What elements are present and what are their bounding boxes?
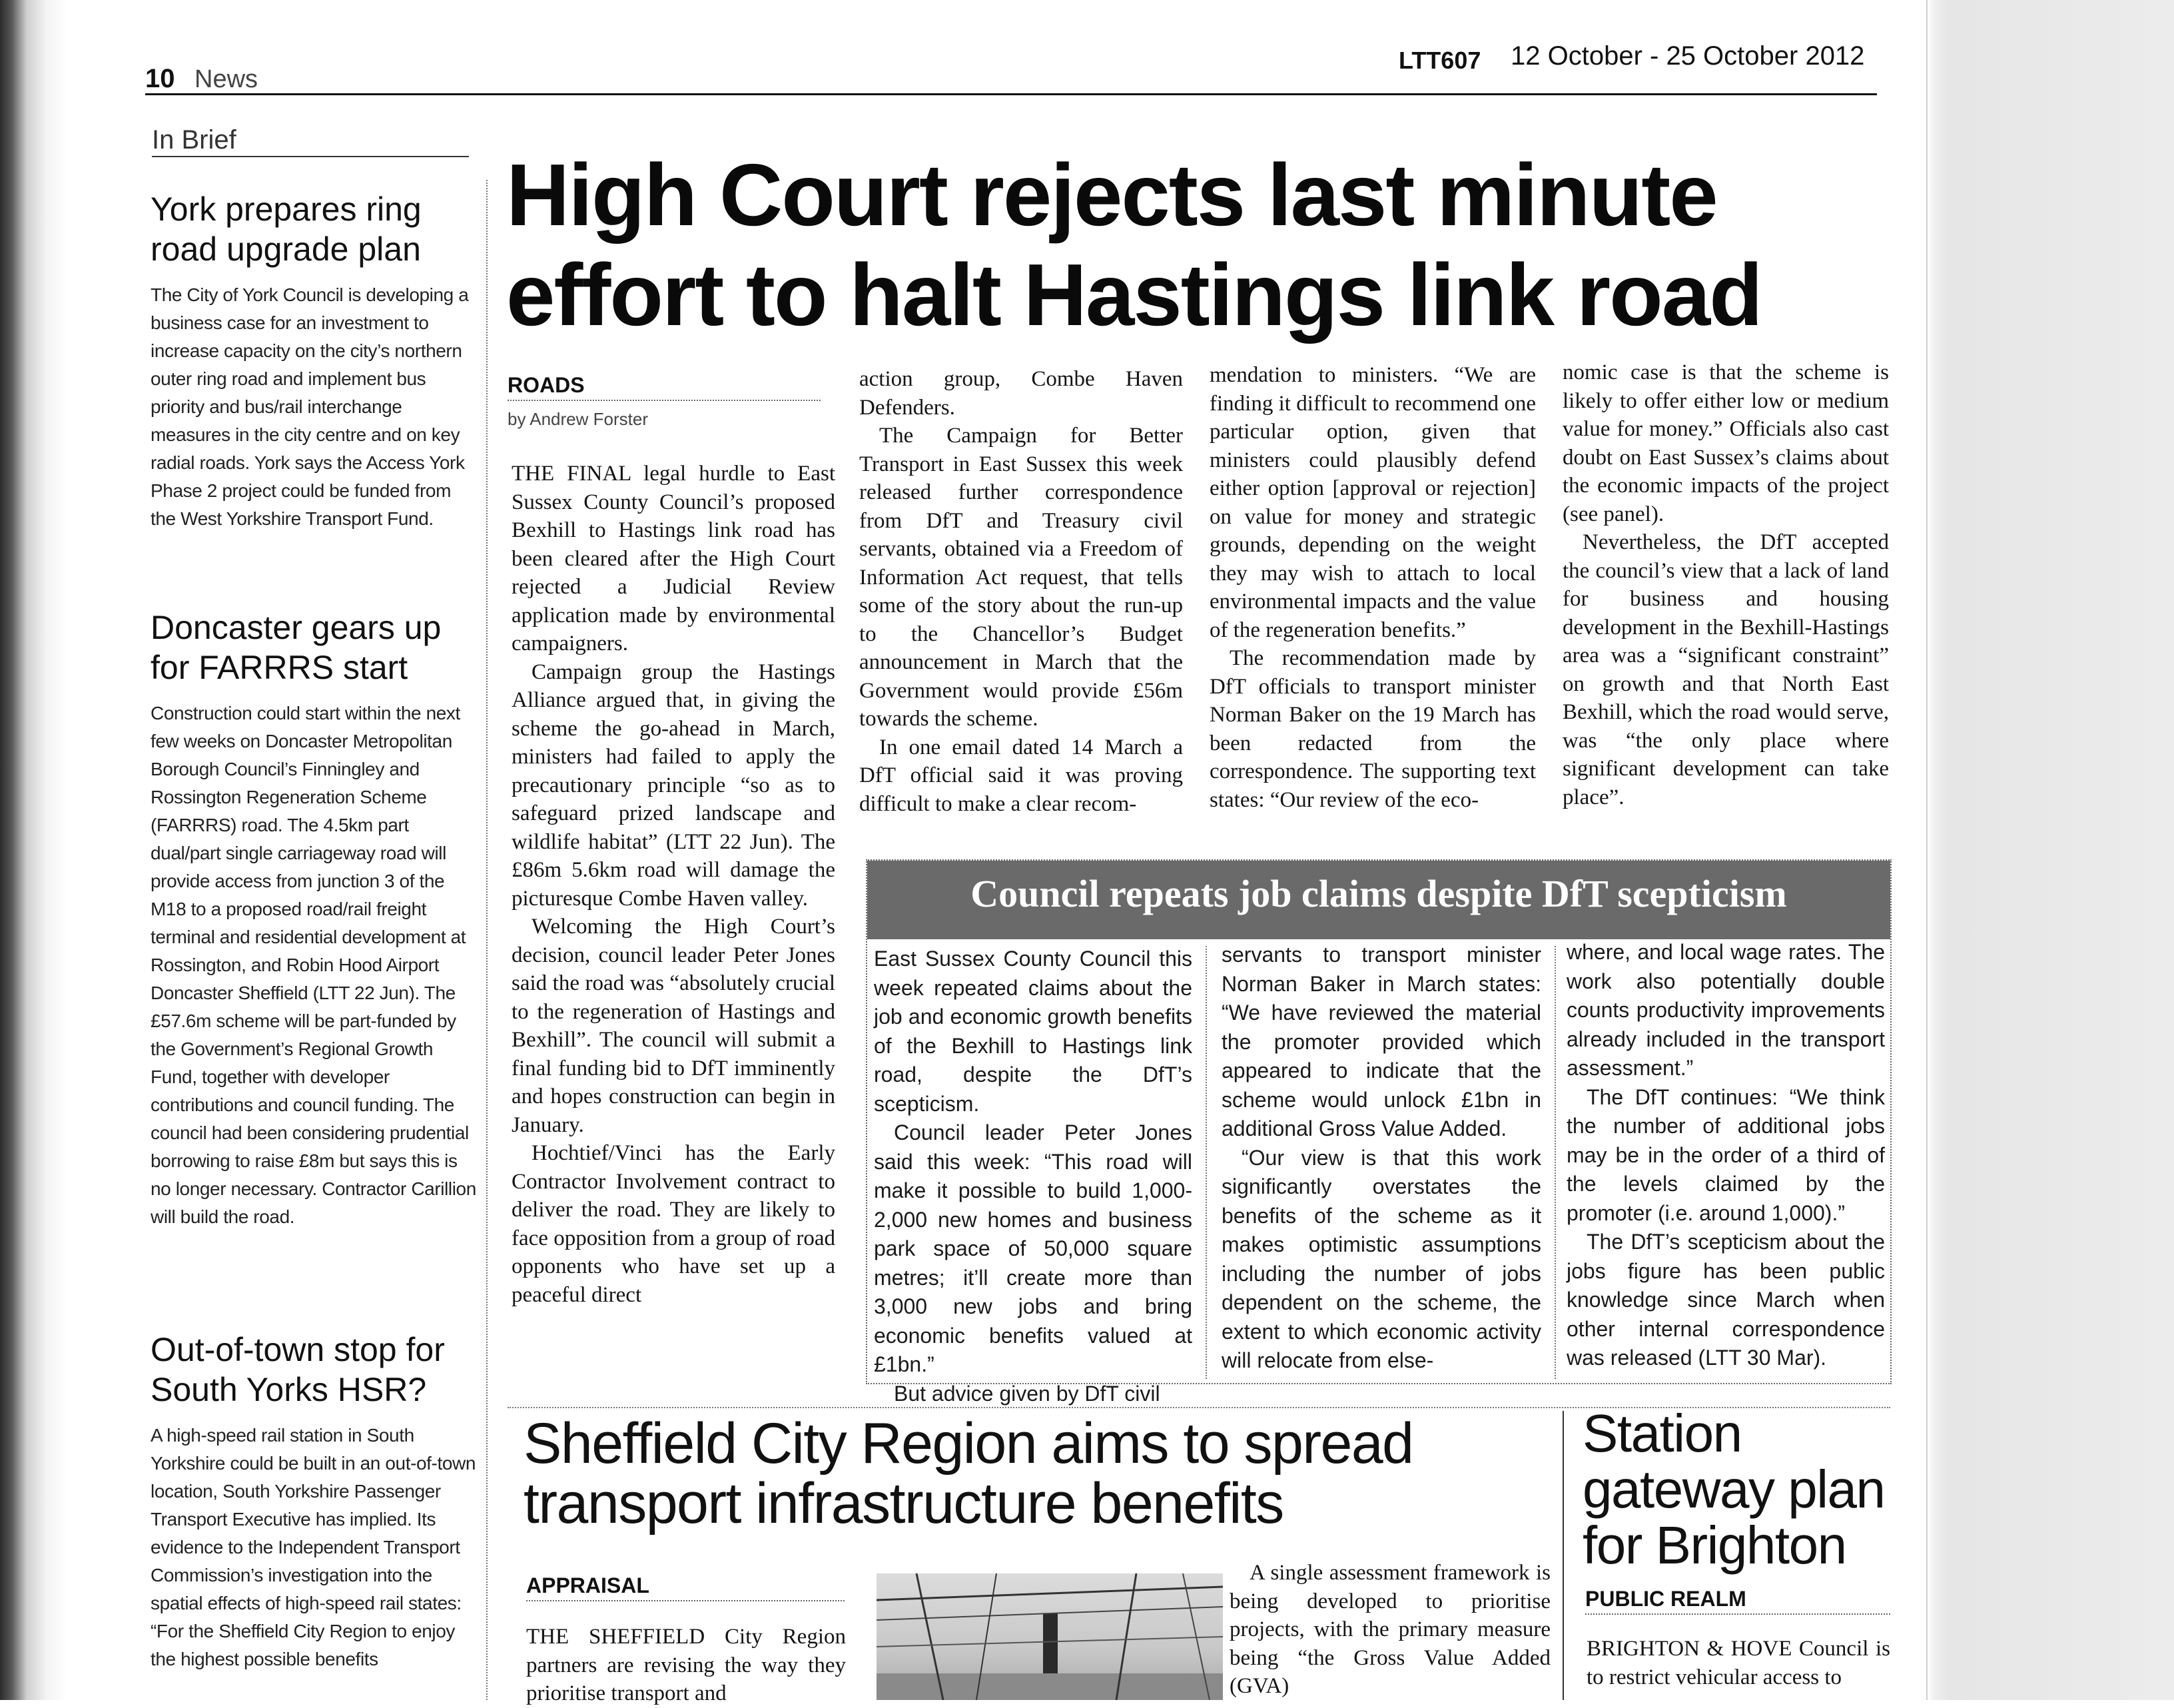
publication-code: LTT607 (1399, 47, 1481, 74)
lead-column-3 (1210, 361, 1536, 814)
column-divider (1563, 1411, 1564, 1700)
paragraph: THE SHEFFIELD City Region partners are revising the way they prioritise transport and (526, 1625, 846, 1705)
paragraph: where, and local wage rates. The work also potentially double counts productivity improvements already included in the transport assessment.” (1567, 940, 1885, 1080)
brighton-headline: Station gateway plan for Brighton (1583, 1404, 1885, 1575)
panel-column-1 (874, 945, 1192, 1408)
brief-title: York prepares ring road upgrade plan (151, 191, 422, 268)
paragraph: Welcoming the High Court’s decision, council leader Peter Jones said the road was “absolutely crucial to the regeneration of Hastings and Bexhill”. The council will submit a final funding bid to DfT imminently and hopes construction can begin in January. (512, 915, 835, 1137)
paragraph: East Sussex County Council this week repeated claims about the job and economic growth benefits of the Bexhill to Hastings link road, despite the DfT’s scepticism. (874, 947, 1192, 1116)
column-divider (486, 180, 488, 1700)
brief-body: The City of York Council is developing a business case for an investment to increase capacity on the city’s northern outer ring road and implement bus priority and bus/rail interchange measures in the city centre and on key radial roads. York says the Access York Phase 2 project could be funded from the West Yorkshire Transport Fund. (151, 284, 469, 529)
lead-column-1 (512, 460, 835, 1309)
sheffield-column-2 (1230, 1559, 1551, 1701)
paragraph: The Campaign for Better Transport in East Sussex this week released further correspondence from DfT and Treasury civil servants, obtained via a Freedom of Information Act request, that tells some of the story about the run-up to the Chancellor’s Budget announcement in March that the Government would provide £56m towards the scheme. (859, 424, 1183, 731)
brief-body: Construction could start within the next few weeks on Doncaster Metropolitan Borough Council’s Finningley and Rossington Regeneration Scheme (FARRRS) road. The 4.5km part dual/part single carriageway road will provide access from junction 3 of the M18 to a proposed road/rail freight terminal and residential development at Rossington, and Robin Hood Airport Doncaster Sheffield (LTT 22 Jun). The £57.6m scheme will be part-funded by the Government’s Regional Growth Fund, together with developer contributions and council funding. The council had been considering prudential borrowing to raise £8m but says this is no longer necessary. Contractor Carillion will build the road. (151, 703, 476, 1227)
panel-column-divider (1555, 946, 1556, 1379)
sheffield-headline: Sheffield City Region aims to spread transport infrastructure benefits (524, 1412, 1413, 1535)
brief-item-york (151, 189, 481, 533)
header-rule (145, 93, 1877, 95)
paragraph: In one email dated 14 March a DfT official said it was proving difficult to make a clear recom- (859, 735, 1183, 816)
paragraph: action group, Combe Haven Defenders. (859, 367, 1183, 420)
paragraph: Hochtief/Vinci has the Early Contractor Involvement contract to deliver the road. They are likely to face opposition from a group of road opponents who have set up a peaceful direct (512, 1141, 835, 1307)
lead-byline: by Andrew Forster (508, 409, 648, 429)
lead-kicker: ROADS (508, 373, 585, 397)
brighton-column-1 (1587, 1635, 1890, 1691)
panel-title: Council repeats job claims despite DfT scepticism (970, 872, 1787, 915)
paragraph: The DfT continues: “We think the number of additional jobs may be in the order of a third of the levels claimed by the promoter (i.e. around 1,000).” (1567, 1084, 1885, 1225)
brief-item-south-yorks-hsr (151, 1330, 481, 1673)
section-name: News (194, 65, 258, 93)
panel-column-divider (1206, 946, 1207, 1379)
scan-background-edge (1926, 0, 2174, 1700)
paragraph: Campaign group the Hastings Alliance argued that, in giving the scheme the go-ahead in March, ministers had failed to apply the precautionary principle “so as to safeguard prized landscape and wildlife habitat” (LTT 22 Jun). The £86m 5.6km road will damage the picturesque Combe Haven valley. (512, 659, 835, 911)
kicker-rule (526, 1600, 845, 1601)
brief-item-doncaster (151, 608, 481, 1231)
paragraph: THE FINAL legal hurdle to East Sussex County Council’s proposed Bexhill to Hastings link road has been cleared after the High Court rejected a Judicial Review application made by environmental campaigners. (512, 462, 835, 655)
brief-body: A high-speed rail station in South Yorkshire could be built in an out-of-town location, South Yorkshire Passenger Transport Executive has implied. Its evidence to the Independent Transport Commission’s investigation into the spatial effects of high-speed rail states: “For the Sheffield City Region to enjoy the highest possible benefits (151, 1425, 476, 1669)
station-photo (877, 1573, 1223, 1700)
paragraph: BRIGHTON & HOVE Council is to restrict vehicular access to (1587, 1637, 1890, 1689)
paragraph: A single assessment framework is being developed to prioritise projects, with the primary measure being “the Gross Value Added (GVA) (1230, 1561, 1551, 1698)
lead-column-2 (859, 365, 1183, 818)
paragraph: The recommendation made by DfT officials to transport minister Norman Baker on the 19 March has been redacted from the correspondence. The supporting text states: “Our review of the eco- (1210, 646, 1536, 812)
paragraph: Nevertheless, the DfT accepted the council’s view that a lack of land for business and housing development in the Bexhill-Hastings area was a “significant constraint” on growth and that North East Bexhill, which the road would serve, was “the only place where significant development can take place”. (1563, 530, 1889, 809)
kicker-rule (508, 400, 821, 401)
paragraph: “Our view is that this work significantly overstates the benefits of the scheme as it makes optimistic assumptions including the number of jobs dependent on the scheme, the extent to which economic activity will relocate from else- (1222, 1145, 1541, 1372)
sheffield-column-1 (526, 1623, 846, 1708)
sheffield-kicker: APPRAISAL (526, 1573, 649, 1597)
lead-column-4 (1563, 358, 1889, 811)
brighton-kicker: PUBLIC REALM (1585, 1587, 1746, 1611)
paragraph: mendation to ministers. “We are finding it difficult to recommend one particular option, given that ministers could plausibly defend either option [approval or rejection] on value for money and strategic grounds, depending on the weight they may wish to attach to local environmental impacts and the value of the regeneration benefits.” (1210, 363, 1536, 642)
page-number: 10 (145, 64, 175, 93)
brief-title: Doncaster gears up for FARRRS start (151, 609, 442, 686)
brief-title: Out-of-town stop for South Yorks HSR? (151, 1331, 445, 1408)
paragraph: The DfT’s scepticism about the jobs figure has been public knowledge since March when other internal correspondence was released (LTT 30 Mar). (1567, 1230, 1885, 1370)
paragraph: Council leader Peter Jones said this week: “This road will make it possible to build 1,000-2,000 new homes and business park space of 50,000 square metres; it’ll create more than 3,000 new jobs and bring economic benefits valued at £1bn.” (874, 1120, 1192, 1376)
panel-column-3 (1567, 938, 1885, 1373)
kicker-rule (1585, 1613, 1890, 1615)
paragraph: nomic case is that the scheme is likely to offer either low or medium value for money.” Officials also cast doubt on East Sussex’s claims about the economic impacts of the project (see panel). (1563, 360, 1889, 526)
paragraph: servants to transport minister Norman Baker in March states: “We have reviewed the material the promoter provided which appeared to indicate that the scheme would unlock £1bn in additional Gross Value Added. (1222, 943, 1541, 1140)
lead-headline: High Court rejects last minute effort to halt Hastings link road (506, 146, 1762, 344)
in-brief-rule (152, 156, 469, 157)
issue-date-range: 12 October - 25 October 2012 (1511, 41, 1865, 71)
scan-binding-edge (0, 0, 67, 1700)
in-brief-label: In Brief (152, 125, 236, 155)
paragraph: But advice given by DfT civil (894, 1381, 1160, 1406)
panel-column-2 (1222, 941, 1541, 1376)
